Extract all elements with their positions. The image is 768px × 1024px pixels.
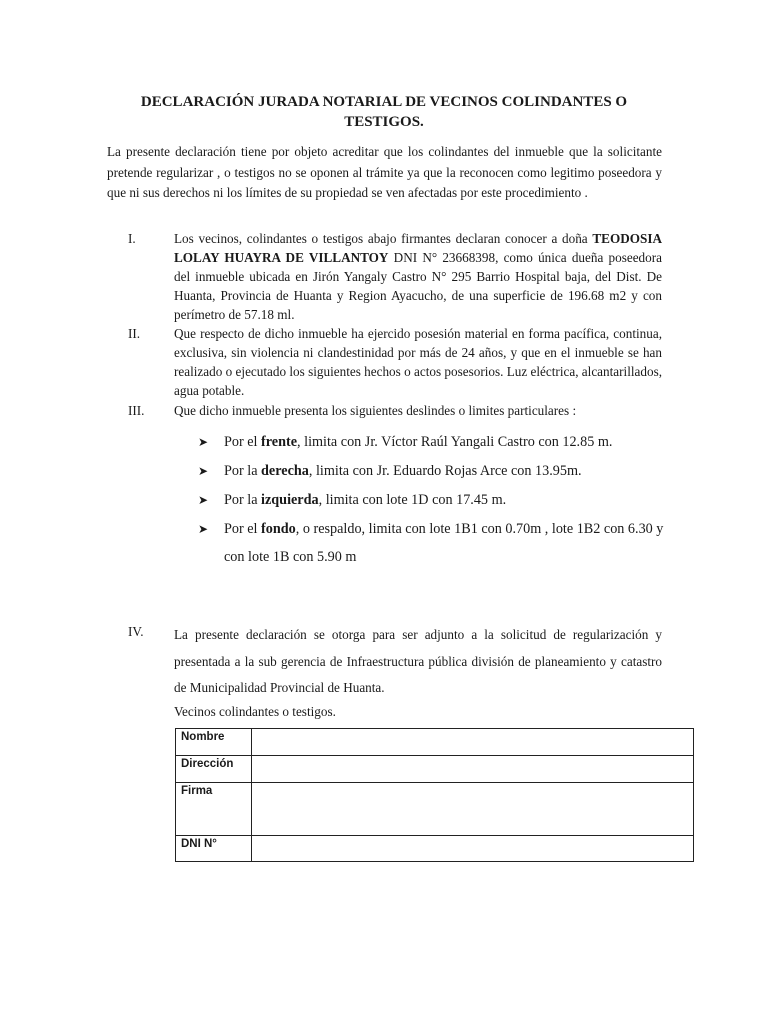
document-title: DECLARACIÓN JURADA NOTARIAL DE VECINOS COLINDANTES O TESTIGOS.: [140, 94, 628, 130]
bullet-text: , limita con Jr. Eduardo Rojas Arce con 13.95m.: [308, 463, 582, 479]
address-field[interactable]: [252, 756, 694, 783]
clause-text-part: DNI N° 23668398, como única dueña poseedora del inmueble ubicada en Jirón Yangaly Castro N° 295 Barrio Hospital baja, del Dist. De Huanta, Provincia de Huanta y Region Ayacucho, de una superficie de 196.68 m2 y con perímetro de 57.18 ml.: [174, 250, 662, 322]
arrow-bullet-icon: ➤: [198, 522, 209, 536]
clause-text: Que dicho inmueble presenta los siguientes deslindes o limites particulares :: [174, 403, 577, 418]
clause-text: [174, 229, 662, 324]
bullet-text: Por la: [224, 492, 262, 508]
clause-text: Que respecto de dicho inmueble ha ejercido posesión material en forma pacífica, continua, exclusiva, sin violencia ni clandestinidad por más de 24 años, y que en el inmueble se han realizado o ejecutado los siguientes hechos o actos posesorios. Luz eléctrica, alcantarillados, agua potable.: [174, 326, 662, 398]
bullet-text: , limita con Jr. Víctor Raúl Yangali Castro con 12.85 m.: [297, 434, 613, 450]
clause-number: III.: [128, 403, 145, 418]
list-item: [198, 457, 668, 485]
bullet-text: Por la: [224, 463, 262, 479]
list-item: [198, 515, 668, 571]
signature-label: Firma: [176, 783, 252, 836]
dni-label: DNI N°: [176, 836, 252, 862]
name-label: Nombre: [176, 729, 252, 756]
bullet-text: , limita con lote 1D con 17.45 m.: [318, 492, 507, 508]
bullet-keyword: fondo: [261, 521, 296, 537]
bullet-text: , o respaldo, limita con lote 1B1 con 0.70m , lote 1B2 con 6.30 y con lote 1B con 5.90 m: [224, 521, 664, 565]
bullet-text: Por el: [224, 521, 262, 537]
intro-paragraph: La presente declaración tiene por objeto acreditar que los colindantes del inmueble que la solicitante pretende regularizar , o testigos no se oponen al trámite ya que la reconocen como legitimo poseedora y que ni sus derechos ni los límites de su propiedad se ven afectadas por este procedimiento .: [107, 144, 662, 200]
clause-number: I.: [128, 231, 136, 246]
address-label: Dirección: [176, 756, 252, 783]
table-row: [176, 836, 694, 862]
arrow-bullet-icon: ➤: [198, 464, 209, 478]
dni-field[interactable]: [252, 836, 694, 862]
name-field[interactable]: [252, 729, 694, 756]
owner-name: TEODOSIA LOLAY HUAYRA DE VILLANTOY: [174, 231, 662, 265]
clause-number: IV.: [128, 624, 144, 639]
bullet-keyword: izquierda: [261, 492, 319, 508]
witnesses-label: Vecinos colindantes o testigos.: [174, 704, 336, 719]
clause-number: II.: [128, 326, 141, 341]
signature-field[interactable]: [252, 783, 694, 836]
bullet-text: Por el: [224, 434, 262, 450]
table-row: [176, 729, 694, 756]
clause-text: La presente declaración se otorga para ser adjunto a la solicitud de regularización y presentada a la sub gerencia de Infraestructura pública división de planeamiento y catastro de Municipalidad Provincial de Huanta.: [174, 627, 662, 695]
bullet-keyword: derecha: [261, 463, 309, 479]
boundaries-list: [198, 428, 668, 572]
table-row: [176, 756, 694, 783]
arrow-bullet-icon: ➤: [198, 493, 209, 507]
clause-text-part: Los vecinos, colindantes o testigos abajo firmantes declaran conocer a doña: [174, 231, 593, 246]
list-item: [198, 428, 668, 456]
bullet-keyword: frente: [261, 434, 298, 450]
signature-table: [175, 728, 694, 862]
arrow-bullet-icon: ➤: [198, 435, 209, 449]
list-item: [198, 486, 668, 514]
table-row: [176, 783, 694, 836]
